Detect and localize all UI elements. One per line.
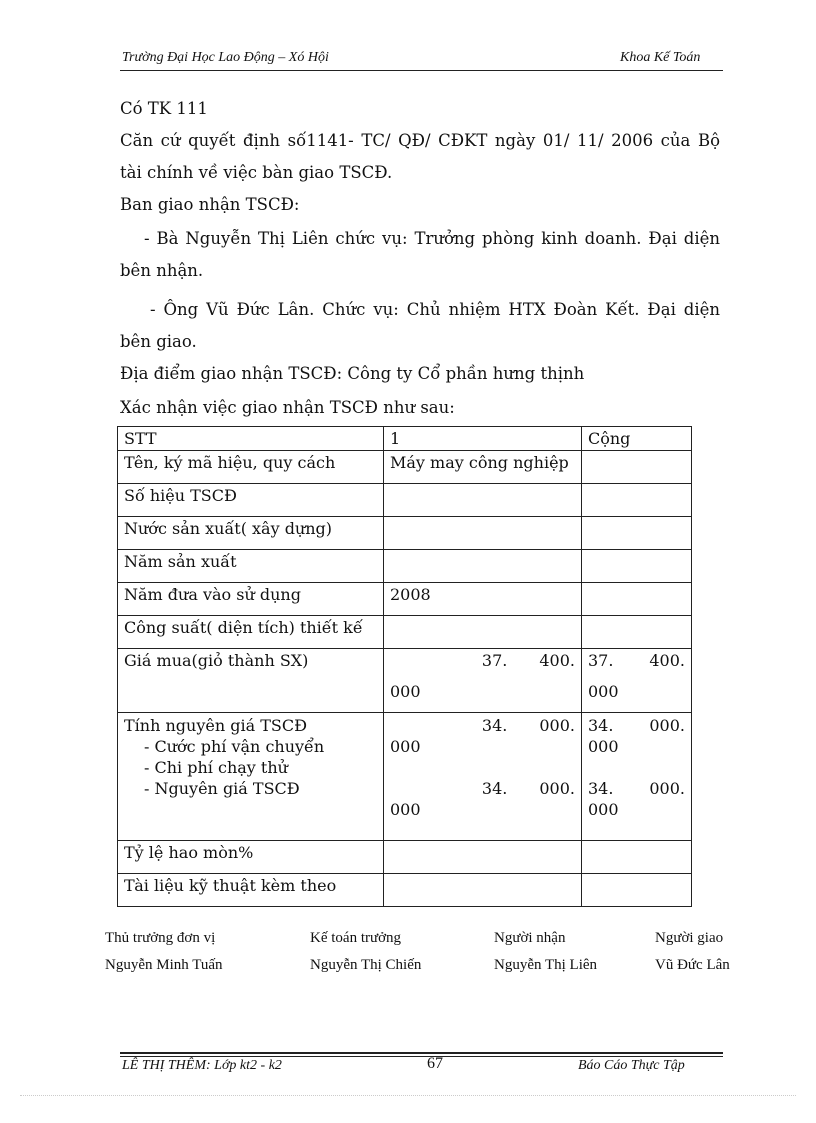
page-bottom-divider [20, 1095, 796, 1096]
giver-line2: bên giao. [120, 332, 197, 351]
original-cost-sub-transport: - Cước phí vận chuyển [144, 737, 325, 756]
row-label: Tên, ký mã hiệu, quy cách [118, 451, 384, 484]
table-row [118, 550, 692, 583]
table-row [118, 451, 692, 484]
giver-line1: - Ông Vũ Đức Lân. Chức vụ: Chủ nhiệm HTX Đoàn Kết. Đại diện [150, 300, 720, 319]
confirmation-line: Xác nhận việc giao nhận TSCĐ như sau: [120, 398, 455, 417]
table-row [118, 484, 692, 517]
value-part: 400. [539, 651, 575, 670]
header-right: Khoa Kế Toán [620, 50, 701, 65]
original-cost-col1 [384, 713, 582, 841]
original-cost-label: Tính nguyên giá TSCĐ [124, 716, 308, 735]
page-number: 67 [427, 1055, 443, 1072]
value-part: 400. [649, 651, 685, 670]
table-row [118, 874, 692, 907]
value-part: 34. [481, 716, 508, 735]
value-part: 37. [588, 651, 614, 670]
receiver-line1: - Bà Nguyễn Thị Liên chức vụ: Trưởng phòng kinh doanh. Đại diện [144, 229, 720, 248]
row-label: Năm đưa vào sử dụng [118, 583, 384, 616]
original-cost-sub-trial: - Chi phí chạy thử [144, 758, 288, 777]
header-stt: STT [118, 427, 384, 451]
asset-handover-table [117, 426, 692, 907]
row-col2 [582, 841, 692, 874]
footer-rule-thin [120, 1056, 723, 1057]
table-row-purchase-price [118, 649, 692, 713]
row-label: Số hiệu TSCĐ [118, 484, 384, 517]
value-part: 000 [588, 800, 619, 819]
signature-name-giver: Vũ Đức Lân [655, 957, 730, 973]
purchase-price-col1 [384, 649, 582, 713]
value-part: 000 [390, 682, 421, 701]
table-row [118, 616, 692, 649]
row-col1 [384, 484, 582, 517]
table-row-original-cost [118, 713, 692, 841]
row-col2 [582, 550, 692, 583]
row-col1 [384, 616, 582, 649]
value-part: 000. [539, 779, 575, 798]
signature-name-director: Nguyễn Minh Tuấn [105, 957, 223, 973]
row-col2 [582, 583, 692, 616]
value-part: 34. [481, 779, 508, 798]
original-cost-label-cell [118, 713, 384, 841]
table-row [118, 841, 692, 874]
value-part: 000. [649, 779, 685, 798]
committee-heading: Ban giao nhận TSCĐ: [120, 195, 300, 214]
row-col1 [384, 550, 582, 583]
signature-name-receiver: Nguyễn Thị Liên [494, 957, 598, 973]
value-part: 000. [539, 716, 575, 735]
row-col2 [582, 451, 692, 484]
paragraph-decision-line2: tài chính về việc bàn giao TSCĐ. [120, 163, 393, 182]
table-header-row [118, 427, 692, 451]
value-part: 37. [481, 651, 508, 670]
row-col2 [582, 517, 692, 550]
row-col1: Máy may công nghiệp [384, 451, 582, 484]
value-part: 000 [390, 737, 421, 756]
value-part: 000 [588, 737, 619, 756]
location-line: Địa điểm giao nhận TSCĐ: Công ty Cổ phần hưng thịnh [120, 364, 585, 383]
receiver-line2: bên nhận. [120, 261, 204, 280]
row-label: Năm sản xuất [118, 550, 384, 583]
value-part: 34. [588, 716, 614, 735]
signature-title-chief-accountant: Kế toán trưởng [310, 930, 402, 946]
account-line: Có TK 111 [120, 99, 208, 118]
header-left: Trường Đại Học Lao Động – Xó Hội [122, 50, 329, 65]
row-label: Tỷ lệ hao mòn% [118, 841, 384, 874]
value-part: 34. [588, 779, 614, 798]
table-row [118, 583, 692, 616]
signature-title-giver: Người giao [655, 930, 724, 946]
purchase-price-label: Giá mua(giỏ thành SX) [118, 649, 384, 713]
original-cost-sub-cost: - Nguyên giá TSCĐ [144, 779, 300, 798]
table-row [118, 517, 692, 550]
row-col2 [582, 616, 692, 649]
row-label: Nước sản xuất( xây dựng) [118, 517, 384, 550]
row-col2 [582, 874, 692, 907]
row-label: Tài liệu kỹ thuật kèm theo [118, 874, 384, 907]
original-cost-total [582, 713, 692, 841]
row-col2 [582, 484, 692, 517]
row-col1 [384, 841, 582, 874]
row-label: Công suất( diện tích) thiết kế [118, 616, 384, 649]
value-part: 000 [588, 682, 619, 701]
row-col1 [384, 874, 582, 907]
header-col1: 1 [384, 427, 582, 451]
signature-name-chief-accountant: Nguyễn Thị Chiến [310, 957, 422, 973]
row-col1: 2008 [384, 583, 582, 616]
purchase-price-total [582, 649, 692, 713]
header-rule [120, 70, 723, 71]
value-part: 000 [390, 800, 421, 819]
header-total: Cộng [582, 427, 692, 451]
row-col1 [384, 517, 582, 550]
paragraph-decision-line1: Căn cứ quyết định số1141- TC/ QĐ/ CĐKT ngày 01/ 11/ 2006 của Bộ [120, 131, 720, 150]
footer-rule-thick [120, 1052, 723, 1054]
signature-title-director: Thủ trưởng đơn vị [105, 930, 216, 946]
footer-author: LÊ THỊ THÊM: Lớp kt2 - k2 [122, 1058, 282, 1073]
value-part: 000. [649, 716, 685, 735]
footer-report-title: Báo Cáo Thực Tập [578, 1058, 685, 1073]
signature-title-receiver: Người nhận [494, 930, 566, 946]
